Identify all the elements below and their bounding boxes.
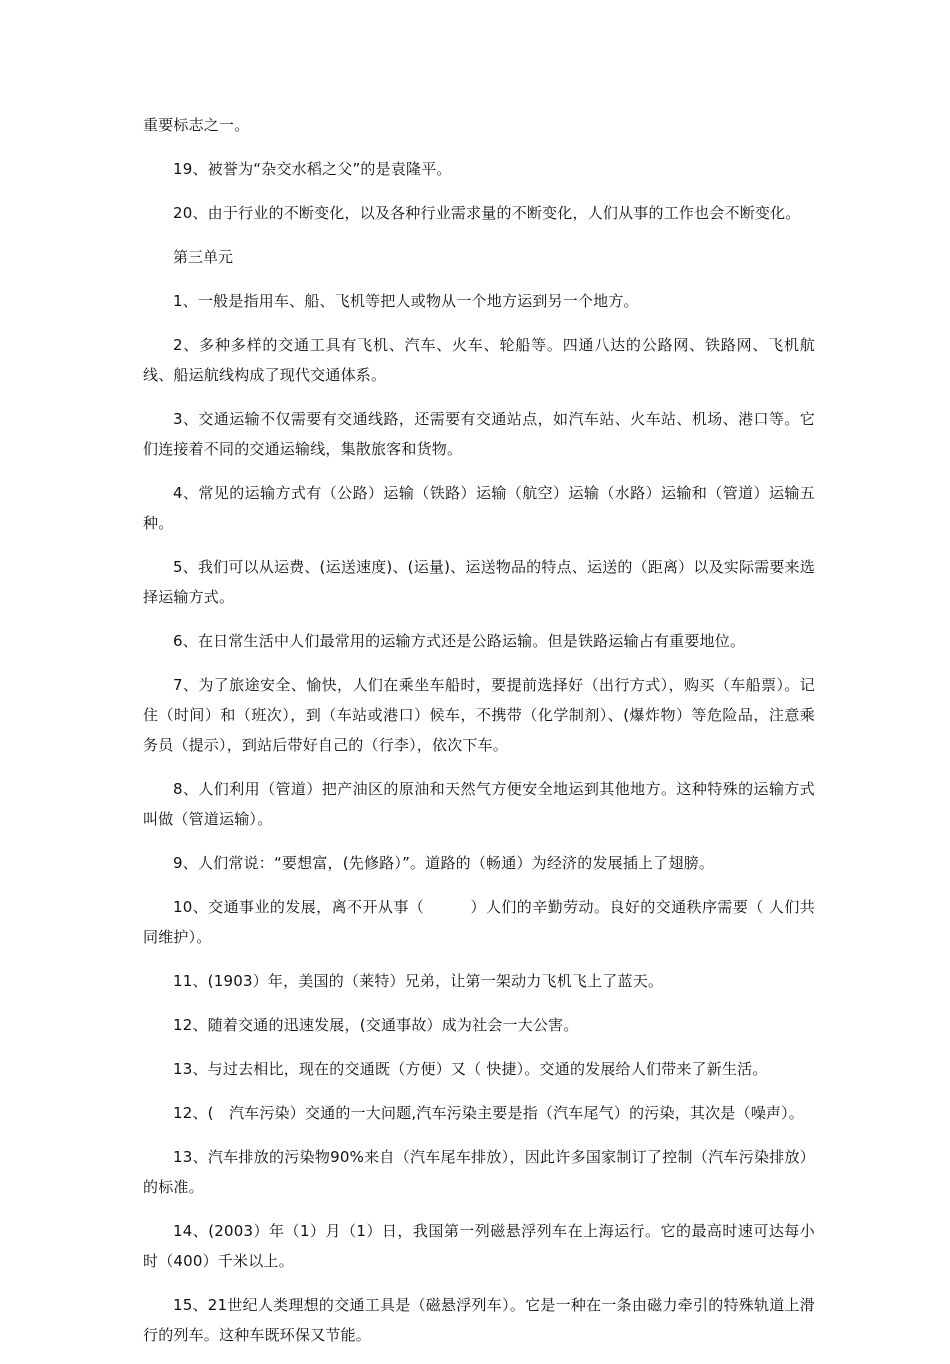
list-item: 5、我们可以从运费、(运送速度)、(运量)、运送物品的特点、运送的（距离）以及实际需要来选择运输方式。 [143, 558, 815, 606]
list-item: 13、汽车排放的污染物90%来自（汽车尾车排放），因此许多国家制订了控制（汽车污染排放）的标准。 [143, 1148, 815, 1196]
list-item: 10、交通事业的发展，离不开从事（ ）人们的辛勤劳动。良好的交通秩序需要（ 人们共同维护）。 [143, 898, 815, 946]
list-item: 15、21世纪人类理想的交通工具是（磁悬浮列车）。它是一种在一条由磁力牵引的特殊轨道上滑行的列车。这种车既环保又节能。 [143, 1296, 815, 1344]
list-item: 12、( 汽车污染）交通的一大问题,汽车污染主要是指（汽车尾气）的污染，其次是（噪声）。 [173, 1104, 805, 1122]
list-item: 9、人们常说：“要想富，(先修路）”。道路的（畅通）为经济的发展插上了翅膀。 [173, 854, 715, 872]
document-page [143, 110, 815, 1364]
list-item: 13、与过去相比，现在的交通既（方便）又（ 快捷）。交通的发展给人们带来了新生活。 [173, 1060, 768, 1078]
list-item: 2、多种多样的交通工具有飞机、汽车、火车、轮船等。四通八达的公路网、铁路网、飞机航线、船运航线构成了现代交通体系。 [143, 336, 815, 384]
list-item: 12、随着交通的迅速发展，(交通事故）成为社会一大公害。 [173, 1016, 579, 1034]
section-title: 第三单元 [173, 248, 234, 266]
list-item: 7、为了旅途安全、愉快，人们在乘坐车船时，要提前选择好（出行方式），购买（车船票）。记住（时间）和（班次），到（车站或港口）候车，不携带（化学制剂）、(爆炸物）等危险品，注意乘务员（提示），到站后带好自己的（行李），依次下车。 [143, 676, 815, 754]
intro-item: 19、被誉为“杂交水稻之父”的是袁隆平。 [173, 160, 452, 178]
intro-item: 20、由于行业的不断变化，以及各种行业需求量的不断变化，人们从事的工作也会不断变化。 [173, 204, 801, 222]
list-item: 11、(1903）年，美国的（莱特）兄弟，让第一架动力飞机飞上了蓝天。 [173, 972, 664, 990]
list-item: 4、常见的运输方式有（公路）运输（铁路）运输（航空）运输（水路）运输和（管道）运输五种。 [143, 484, 815, 532]
list-item: 14、(2003）年（1）月（1）日，我国第一列磁悬浮列车在上海运行。它的最高时速可达每小时（400）千米以上。 [143, 1222, 815, 1270]
list-item: 3、交通运输不仅需要有交通线路，还需要有交通站点，如汽车站、火车站、机场、港口等。它们连接着不同的交通运输线，集散旅客和货物。 [143, 410, 815, 458]
list-item: 8、人们利用（管道）把产油区的原油和天然气方便安全地运到其他地方。这种特殊的运输方式叫做（管道运输）。 [143, 780, 815, 828]
lead-text: 重要标志之一。 [143, 116, 250, 134]
list-item: 1、一般是指用车、船、飞机等把人或物从一个地方运到另一个地方。 [173, 292, 639, 310]
list-item: 6、在日常生活中人们最常用的运输方式还是公路运输。但是铁路运输占有重要地位。 [173, 632, 746, 650]
